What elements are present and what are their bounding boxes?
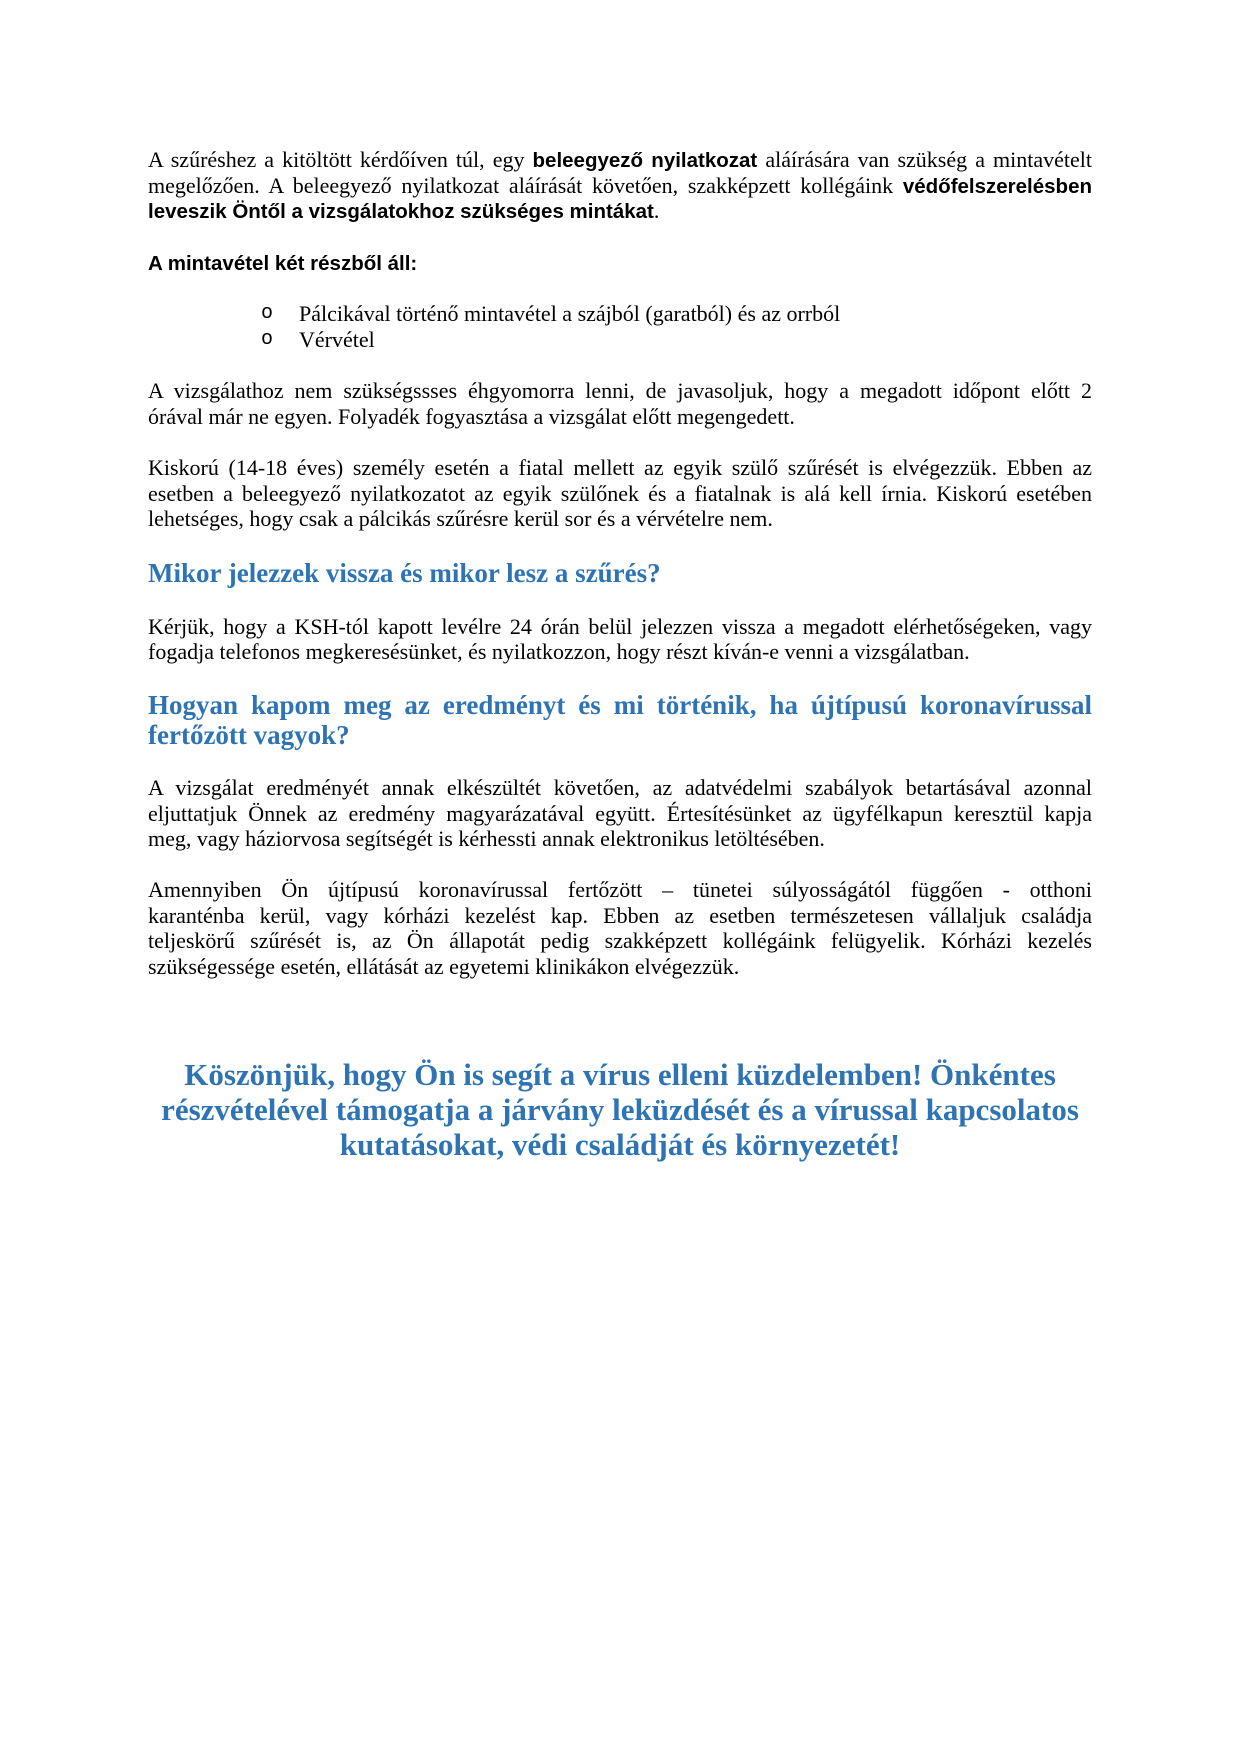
closing-message xyxy=(148,1057,1092,1162)
paragraph-line: Kérjük, hogy a KSH-tól kapott levélre 24 órán belül jelezzen vissza a megadott elérhetőségeken, vagy xyxy=(148,613,1092,639)
heading-line: Hogyan kapom meg az eredményt és mi történik, ha újtípusú koronavírussal xyxy=(148,690,1092,720)
paragraph-line: fogadja telefonos megkeresésünket, és nyilatkozzon, hogy részt kíván-e venni a vizsgálatban. xyxy=(148,639,970,665)
list-item-text: Vérvétel xyxy=(299,326,375,352)
paragraph-line: órával már ne egyen. Folyadék fogyasztása a vizsgálat előtt megengedett. xyxy=(148,403,795,429)
paragraph-line: szükségessége esetén, ellátását az egyetemi klinikákon elvégezzük. xyxy=(148,954,740,980)
closing-line: Köszönjük, hogy Ön is segít a vírus elleni küzdelemben! Önkéntes xyxy=(184,1056,1056,1092)
bullet-icon: o xyxy=(261,327,274,351)
paragraph-line: A vizsgálat eredményét annak elkészültét követően, az adatvédelmi szabályok betartásával azonnal xyxy=(148,775,1092,800)
minors-paragraph xyxy=(148,455,1092,532)
closing-line: kutatásokat, védi családját és környezetét! xyxy=(339,1126,901,1162)
paragraph-line: teljeskörű szűrését is, az Ön állapotát pedig szakképzett kollégáink felügyelik. Kórházi kezelés xyxy=(148,928,1092,954)
results-heading xyxy=(148,690,1092,750)
intro-emphasis: beleegyező nyilatkozat xyxy=(532,149,758,172)
paragraph-line: eljuttatjuk Önnek az eredmény magyarázatával együtt. Értesítésünket az ügyfélkapun keresztül kapja xyxy=(148,800,1092,826)
contact-paragraph xyxy=(148,614,1092,665)
fasting-paragraph xyxy=(148,378,1092,429)
heading-line: Mikor jelezzek vissza és mikor lesz a szűrés? xyxy=(148,558,661,588)
paragraph-line: lehetséges, hogy csak a pálcikás szűrésre kerül sor és a vérvételre nem. xyxy=(148,506,773,532)
intro-text: . xyxy=(653,198,660,224)
intro-emphasis: leveszik Öntől a vizsgálatokhoz szükséges mintákat xyxy=(148,200,654,224)
bullet-icon: o xyxy=(261,302,274,325)
closing-line: részvételével támogatja a járvány leküzdését és a vírussal kapcsolatos xyxy=(161,1091,1079,1127)
sampling-title: A mintavétel két részből áll: xyxy=(148,252,418,275)
list-item xyxy=(148,327,1092,353)
infection-paragraph xyxy=(148,877,1092,980)
intro-text: aláírására van szükség a mintavételt xyxy=(757,147,1092,172)
intro-emphasis: védőfelszerelésben xyxy=(902,174,1092,198)
paragraph-line: A vizsgálathoz nem szükségssses éhgyomorra lenni, de javasoljuk, hogy a megadott időpont előtt 2 xyxy=(148,378,1092,403)
delivery-paragraph xyxy=(148,775,1092,852)
contact-heading xyxy=(148,558,1092,588)
heading-line: fertőzött vagyok? xyxy=(148,720,350,750)
sampling-list xyxy=(148,301,1092,352)
paragraph-line: Kiskorú (14-18 éves) személy esetén a fiatal mellett az egyik szülő szűrését is elvégezzük. Ebben az xyxy=(148,455,1092,480)
intro-line xyxy=(148,147,1092,173)
paragraph-line: meg, vagy háziorvosa segítségét is kérhessti annak elektronikus letöltésében. xyxy=(148,826,825,852)
intro-paragraph xyxy=(148,147,1092,224)
intro-line xyxy=(148,198,1092,224)
intro-text: megelőzően. A beleegyező nyilatkozat aláírását követően, szakképzett kollégáink xyxy=(148,172,903,198)
paragraph-line: Amennyiben Ön újtípusú koronavírussal fertőzött – tünetei súlyosságától függően - otthoni xyxy=(148,877,1092,902)
list-item-text: Pálcikával történő mintavétel a szájból (garatból) és az orrból xyxy=(299,301,841,326)
paragraph-line: esetben a beleegyező nyilatkozatot az egyik szülőnek és a fiatalnak is alá kell írnia. Kiskorú esetében xyxy=(148,480,1092,506)
intro-line xyxy=(148,173,1092,199)
intro-text: A szűréshez a kitöltött kérdőíven túl, egy xyxy=(148,147,533,172)
paragraph-line: karanténba kerül, vagy kórházi kezelést kap. Ebben az esetben természetesen vállaljuk családja xyxy=(148,902,1092,928)
list-item xyxy=(148,301,1092,327)
